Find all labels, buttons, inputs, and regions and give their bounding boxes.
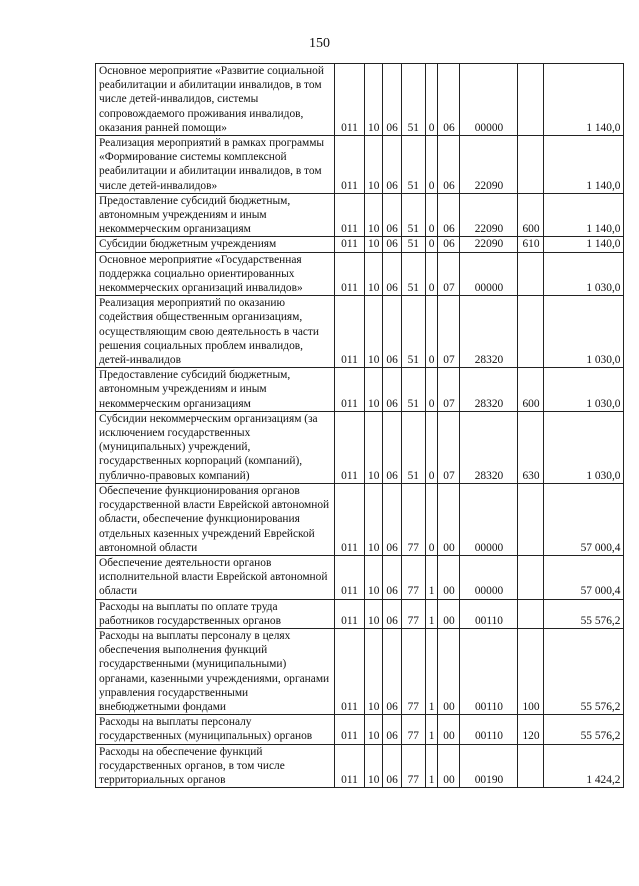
row-p4: 22090 bbox=[460, 136, 518, 194]
row-rz: 10 bbox=[365, 136, 383, 194]
row-p2: 1 bbox=[425, 628, 438, 714]
page-number: 150 bbox=[309, 36, 330, 51]
budget-table bbox=[95, 63, 624, 788]
row-vr bbox=[518, 599, 544, 628]
row-vr: 600 bbox=[518, 368, 544, 412]
table-row bbox=[96, 193, 624, 237]
row-gr: 011 bbox=[335, 715, 365, 744]
row-p2: 0 bbox=[425, 252, 438, 296]
row-name: Основное мероприятие «Государственная поддержка социально ориентированных некоммерческих организаций инвалидов» bbox=[96, 252, 335, 296]
table-row bbox=[96, 237, 624, 252]
row-p1: 77 bbox=[401, 599, 425, 628]
row-name: Реализация мероприятий в рамках программы «Формирование системы комплексной реабилитации и абилитации инвалидов, в том числе детей-инвалидов» bbox=[96, 136, 335, 194]
row-gr: 011 bbox=[335, 744, 365, 788]
row-name: Расходы на выплаты персоналу государственных (муниципальных) органов bbox=[96, 715, 335, 744]
row-gr: 011 bbox=[335, 628, 365, 714]
table-row bbox=[96, 628, 624, 714]
row-p1: 77 bbox=[401, 628, 425, 714]
row-p2: 1 bbox=[425, 744, 438, 788]
row-amount: 55 576,2 bbox=[544, 715, 624, 744]
row-gr: 011 bbox=[335, 193, 365, 237]
row-amount: 1 140,0 bbox=[544, 237, 624, 252]
row-rz: 10 bbox=[365, 237, 383, 252]
row-vr bbox=[518, 555, 544, 599]
table-row bbox=[96, 296, 624, 368]
row-name: Основное мероприятие «Развитие социальной реабилитации и абилитации инвалидов, в том числе детей-инвалидов, системы сопровождаемого проживания инвалидов, оказания ранней помощи» bbox=[96, 64, 335, 136]
row-rz: 10 bbox=[365, 193, 383, 237]
row-pr: 06 bbox=[383, 136, 401, 194]
row-vr: 610 bbox=[518, 237, 544, 252]
row-name: Субсидии некоммерческим организациям (за исключением государственных (муниципальных) учреждений, государственных корпораций (компаний), публично-правовых компаний) bbox=[96, 411, 335, 483]
table-row bbox=[96, 136, 624, 194]
row-p2: 0 bbox=[425, 411, 438, 483]
row-rz: 10 bbox=[365, 599, 383, 628]
row-vr bbox=[518, 252, 544, 296]
row-gr: 011 bbox=[335, 555, 365, 599]
row-p4: 22090 bbox=[460, 237, 518, 252]
row-p4: 22090 bbox=[460, 193, 518, 237]
row-pr: 06 bbox=[383, 715, 401, 744]
table-row bbox=[96, 252, 624, 296]
row-p4: 00110 bbox=[460, 599, 518, 628]
row-pr: 06 bbox=[383, 193, 401, 237]
row-pr: 06 bbox=[383, 411, 401, 483]
row-amount: 1 030,0 bbox=[544, 296, 624, 368]
row-gr: 011 bbox=[335, 136, 365, 194]
row-p2: 1 bbox=[425, 599, 438, 628]
row-vr bbox=[518, 136, 544, 194]
row-p1: 77 bbox=[401, 744, 425, 788]
row-rz: 10 bbox=[365, 744, 383, 788]
row-p1: 51 bbox=[401, 64, 425, 136]
row-gr: 011 bbox=[335, 296, 365, 368]
row-rz: 10 bbox=[365, 715, 383, 744]
row-name: Обеспечение деятельности органов исполнительной власти Еврейской автономной области bbox=[96, 555, 335, 599]
row-p2: 0 bbox=[425, 136, 438, 194]
row-amount: 1 030,0 bbox=[544, 411, 624, 483]
row-p3: 07 bbox=[438, 296, 460, 368]
row-pr: 06 bbox=[383, 628, 401, 714]
row-p1: 51 bbox=[401, 136, 425, 194]
row-p1: 51 bbox=[401, 237, 425, 252]
row-pr: 06 bbox=[383, 296, 401, 368]
row-gr: 011 bbox=[335, 252, 365, 296]
table-row bbox=[96, 744, 624, 788]
row-p3: 00 bbox=[438, 715, 460, 744]
row-p4: 28320 bbox=[460, 411, 518, 483]
row-gr: 011 bbox=[335, 411, 365, 483]
row-p4: 28320 bbox=[460, 368, 518, 412]
row-p1: 77 bbox=[401, 483, 425, 555]
row-p1: 51 bbox=[401, 193, 425, 237]
row-p2: 0 bbox=[425, 368, 438, 412]
row-p3: 00 bbox=[438, 599, 460, 628]
row-p2: 0 bbox=[425, 64, 438, 136]
row-p3: 07 bbox=[438, 252, 460, 296]
row-pr: 06 bbox=[383, 252, 401, 296]
row-rz: 10 bbox=[365, 555, 383, 599]
row-amount: 1 140,0 bbox=[544, 136, 624, 194]
row-p4: 28320 bbox=[460, 296, 518, 368]
row-pr: 06 bbox=[383, 599, 401, 628]
row-p1: 77 bbox=[401, 555, 425, 599]
row-vr: 600 bbox=[518, 193, 544, 237]
row-name: Расходы на выплаты персоналу в целях обеспечения выполнения функций государственными (муниципальными) органами, казенными учреждениями, органами управления государственными внебюджетными фондами bbox=[96, 628, 335, 714]
table-row bbox=[96, 64, 624, 136]
row-amount: 57 000,4 bbox=[544, 555, 624, 599]
row-p2: 0 bbox=[425, 237, 438, 252]
row-amount: 57 000,4 bbox=[544, 483, 624, 555]
row-name: Субсидии бюджетным учреждениям bbox=[96, 237, 335, 252]
row-amount: 1 140,0 bbox=[544, 64, 624, 136]
row-p3: 00 bbox=[438, 555, 460, 599]
row-rz: 10 bbox=[365, 483, 383, 555]
row-pr: 06 bbox=[383, 64, 401, 136]
row-rz: 10 bbox=[365, 296, 383, 368]
row-amount: 1 424,2 bbox=[544, 744, 624, 788]
row-p4: 00110 bbox=[460, 628, 518, 714]
row-p4: 00190 bbox=[460, 744, 518, 788]
table-row bbox=[96, 599, 624, 628]
row-amount: 1 030,0 bbox=[544, 368, 624, 412]
row-name: Расходы на обеспечение функций государственных органов, в том числе территориальных органов bbox=[96, 744, 335, 788]
row-vr bbox=[518, 483, 544, 555]
row-amount: 1 140,0 bbox=[544, 193, 624, 237]
row-gr: 011 bbox=[335, 483, 365, 555]
row-rz: 10 bbox=[365, 64, 383, 136]
row-vr bbox=[518, 64, 544, 136]
row-name: Предоставление субсидий бюджетным, автономным учреждениям и иным некоммерческим организациям bbox=[96, 368, 335, 412]
row-p3: 06 bbox=[438, 237, 460, 252]
table-row bbox=[96, 411, 624, 483]
row-p3: 07 bbox=[438, 411, 460, 483]
row-pr: 06 bbox=[383, 237, 401, 252]
row-p2: 1 bbox=[425, 555, 438, 599]
row-vr: 120 bbox=[518, 715, 544, 744]
row-p3: 07 bbox=[438, 368, 460, 412]
row-gr: 011 bbox=[335, 368, 365, 412]
row-name: Обеспечение функционирования органов государственной власти Еврейской автономной области, обеспечение функционирования отдельных казенных учреждений Еврейской автономной области bbox=[96, 483, 335, 555]
row-p3: 06 bbox=[438, 64, 460, 136]
row-vr: 100 bbox=[518, 628, 544, 714]
row-p1: 51 bbox=[401, 296, 425, 368]
row-pr: 06 bbox=[383, 368, 401, 412]
row-p4: 00110 bbox=[460, 715, 518, 744]
row-gr: 011 bbox=[335, 64, 365, 136]
row-p1: 77 bbox=[401, 715, 425, 744]
row-p4: 00000 bbox=[460, 64, 518, 136]
row-p4: 00000 bbox=[460, 252, 518, 296]
row-name: Расходы на выплаты по оплате труда работников государственных органов bbox=[96, 599, 335, 628]
row-p1: 51 bbox=[401, 411, 425, 483]
row-p3: 00 bbox=[438, 744, 460, 788]
row-p3: 06 bbox=[438, 193, 460, 237]
row-p2: 0 bbox=[425, 296, 438, 368]
row-vr bbox=[518, 744, 544, 788]
row-vr: 630 bbox=[518, 411, 544, 483]
row-pr: 06 bbox=[383, 744, 401, 788]
row-p2: 1 bbox=[425, 715, 438, 744]
table-row bbox=[96, 483, 624, 555]
row-amount: 1 030,0 bbox=[544, 252, 624, 296]
row-gr: 011 bbox=[335, 599, 365, 628]
row-p3: 06 bbox=[438, 136, 460, 194]
row-p2: 0 bbox=[425, 193, 438, 237]
row-p1: 51 bbox=[401, 368, 425, 412]
row-amount: 55 576,2 bbox=[544, 628, 624, 714]
row-name: Предоставление субсидий бюджетным, автономным учреждениям и иным некоммерческим организациям bbox=[96, 193, 335, 237]
row-amount: 55 576,2 bbox=[544, 599, 624, 628]
row-rz: 10 bbox=[365, 368, 383, 412]
row-rz: 10 bbox=[365, 252, 383, 296]
row-p3: 00 bbox=[438, 628, 460, 714]
row-p2: 0 bbox=[425, 483, 438, 555]
budget-table-body bbox=[96, 64, 624, 788]
row-pr: 06 bbox=[383, 483, 401, 555]
row-gr: 011 bbox=[335, 237, 365, 252]
row-vr bbox=[518, 296, 544, 368]
row-p4: 00000 bbox=[460, 555, 518, 599]
row-rz: 10 bbox=[365, 628, 383, 714]
row-rz: 10 bbox=[365, 411, 383, 483]
row-name: Реализация мероприятий по оказанию содействия общественным организациям, осуществляющим свою деятельность в части решения социальных проблем инвалидов, детей-инвалидов bbox=[96, 296, 335, 368]
row-p3: 00 bbox=[438, 483, 460, 555]
row-p4: 00000 bbox=[460, 483, 518, 555]
table-row bbox=[96, 715, 624, 744]
table-row bbox=[96, 368, 624, 412]
table-row bbox=[96, 555, 624, 599]
row-pr: 06 bbox=[383, 555, 401, 599]
row-p1: 51 bbox=[401, 252, 425, 296]
